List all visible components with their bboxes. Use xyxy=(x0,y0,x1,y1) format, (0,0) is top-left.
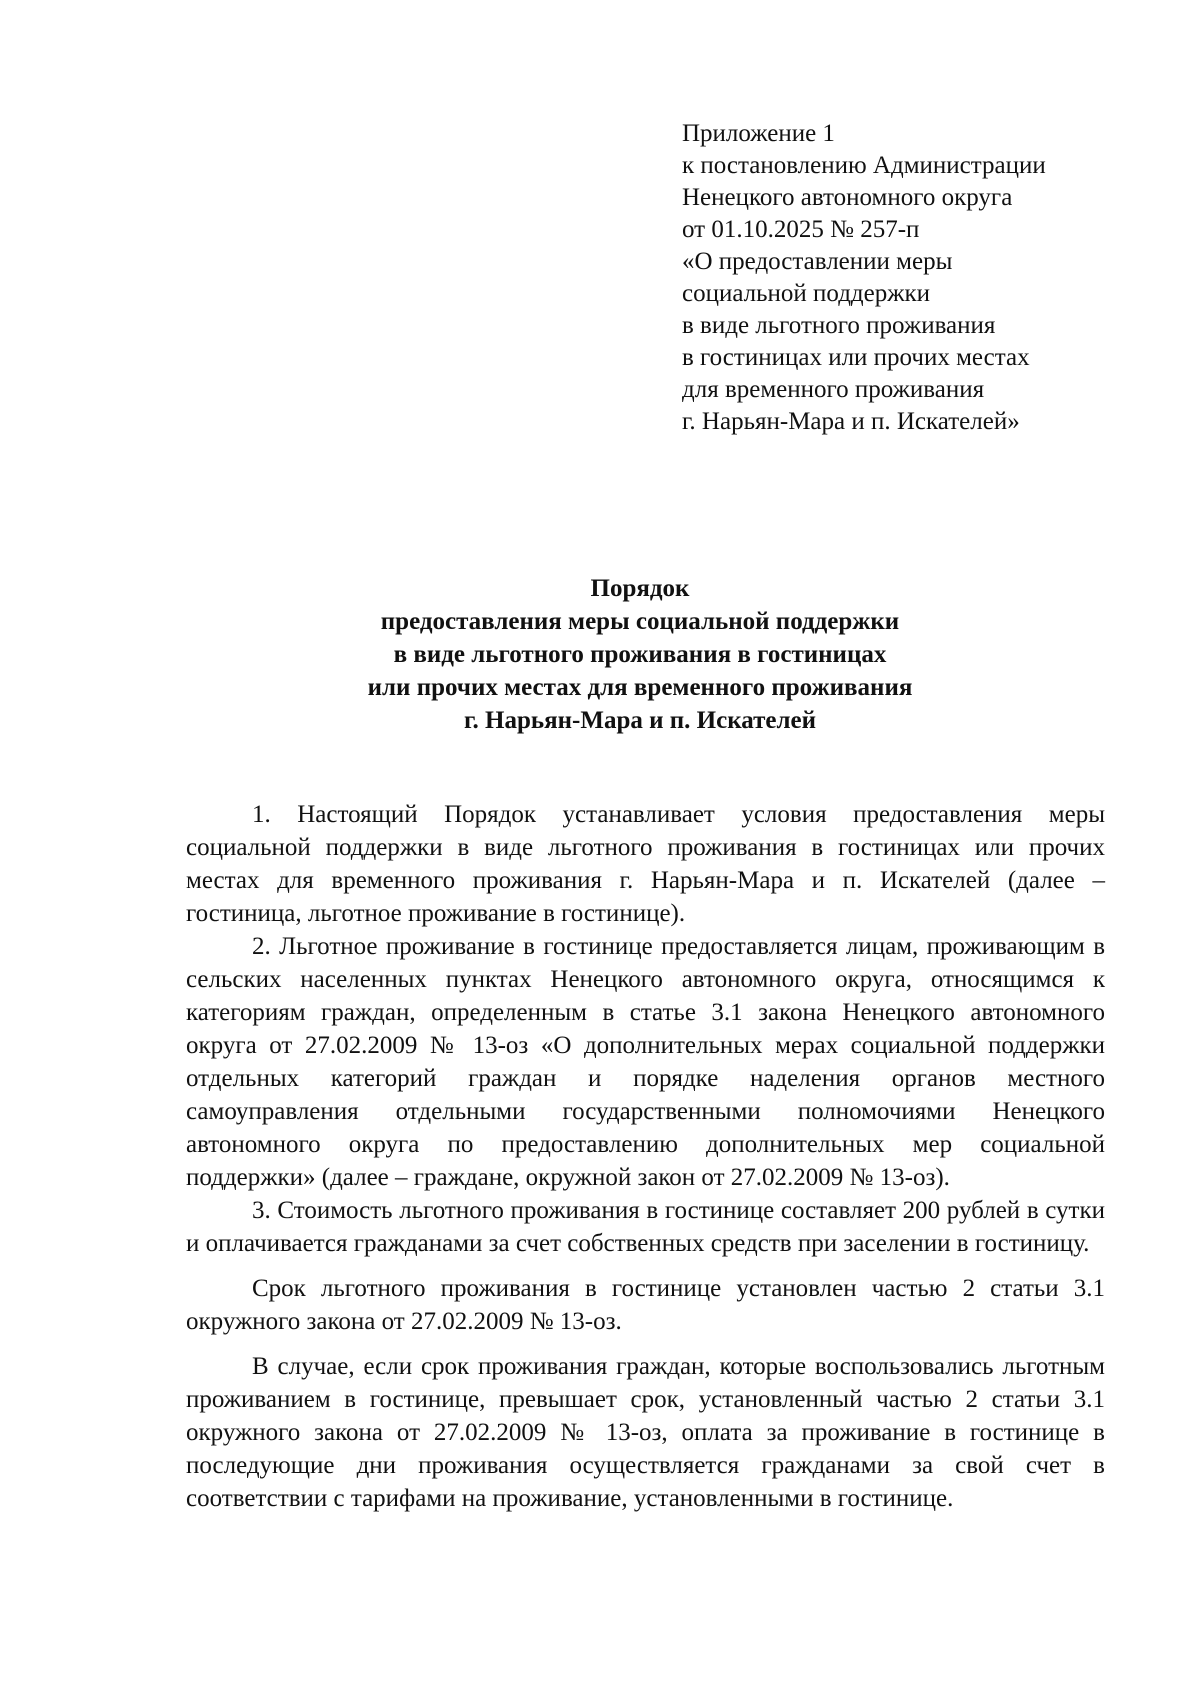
appendix-line: в виде льготного проживания xyxy=(682,312,996,339)
appendix-line: «О предоставлении меры xyxy=(682,248,953,275)
document-body xyxy=(186,798,1105,1515)
title-line: в виде льготного проживания в гостиницах xyxy=(393,641,887,668)
appendix-line: к постановлению Администрации xyxy=(682,152,1046,179)
title-line: предоставления меры социальной поддержки xyxy=(380,608,900,635)
paragraph-3-overstay: В случае, если срок проживания граждан, которые воспользовались льготным проживанием в гостинице, превышает срок, установленный частью 2 статьи 3.1 окружного закона от 27.02.2009 № 13-оз, оплата за проживание в гостинице в последующие дни проживания осуществляется гражданами за свой счет в соответствии с тарифами на проживание, установленными в гостинице. xyxy=(186,1353,1105,1512)
appendix-line: социальной поддержки xyxy=(682,280,931,307)
paragraph-2: 2. Льготное проживание в гостинице предоставляется лицам, проживающим в сельских населенных пунктах Ненецкого автономного округа, относящимся к категориям граждан, определенным в статье 3.1 закона Ненецкого автономного округа от 27.02.2009 № 13-оз «О дополнительных мерах социальной поддержки отдельных категорий граждан и порядке наделения органов местного самоуправления отдельными государственными полномочиями Ненецкого автономного округа по предоставлению дополнительных мер социальной поддержки» (далее – граждане, окружной закон от 27.02.2009 № 13-оз). xyxy=(186,933,1105,1191)
appendix-header xyxy=(682,118,1162,438)
paragraph-3-term: Срок льготного проживания в гостинице установлен частью 2 статьи 3.1 окружного закона от 27.02.2009 № 13-оз. xyxy=(186,1275,1105,1335)
title-line: или прочих местах для временного проживания xyxy=(367,674,913,701)
paragraph-1: 1. Настоящий Порядок устанавливает условия предоставления меры социальной поддержки в виде льготного проживания в гостиницах или прочих местах для временного проживания г. Нарьян-Мара и п. Искателей (далее – гостиница, льготное проживание в гостинице). xyxy=(186,801,1105,927)
title-line: г. Нарьян-Мара и п. Искателей xyxy=(464,707,816,734)
appendix-line: от 01.10.2025 № 257-п xyxy=(682,216,920,243)
appendix-line: Приложение 1 xyxy=(682,120,835,147)
appendix-line: г. Нарьян-Мара и п. Искателей» xyxy=(682,408,1020,435)
appendix-line: для временного проживания xyxy=(682,376,985,403)
title-line: Порядок xyxy=(590,575,690,602)
appendix-line: в гостиницах или прочих местах xyxy=(682,344,1030,371)
document-title xyxy=(180,572,1100,737)
paragraph-3: 3. Стоимость льготного проживания в гостинице составляет 200 рублей в сутки и оплачивается гражданами за счет собственных средств при заселении в гостиницу. xyxy=(186,1197,1105,1257)
appendix-line: Ненецкого автономного округа xyxy=(682,184,1013,211)
